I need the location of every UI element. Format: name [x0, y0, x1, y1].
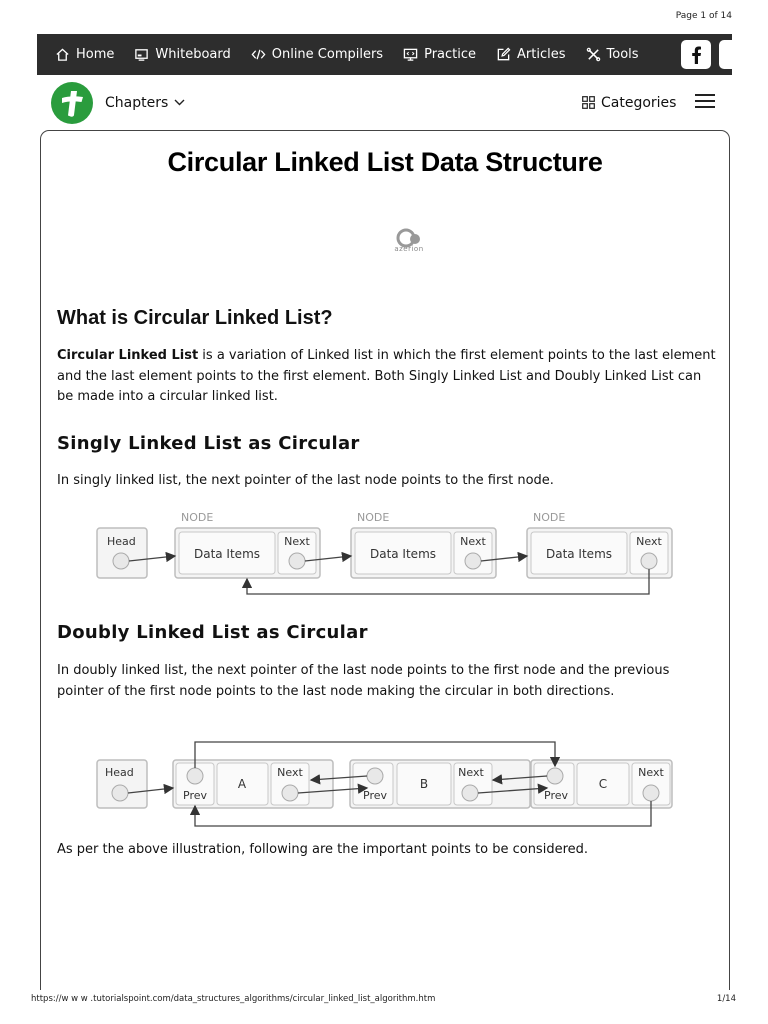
closing-paragraph: As per the above illustration, following are the important points to be considered. — [57, 842, 589, 857]
section-heading-doubly: Doubly Linked List as Circular — [57, 622, 368, 643]
node-2-next: Next — [460, 535, 486, 548]
node-2-caption: NODE — [357, 511, 390, 524]
nav-online-compilers-label: Online Compilers — [271, 47, 384, 62]
grid-icon — [582, 96, 595, 109]
ad-logo-icon[interactable] — [391, 226, 431, 260]
dll-node-a-prev: Prev — [183, 789, 207, 802]
code-icon — [251, 47, 266, 62]
facebook-button[interactable] — [681, 40, 711, 69]
doubly-paragraph: In doubly linked list, the next pointer of the last node points to the first node and the previous pointer of the first node points to the last node making the circular in both directions. — [57, 663, 670, 699]
chapters-label: Chapters — [105, 94, 169, 111]
dll-head-label: Head — [105, 766, 134, 779]
print-page-count: Page 1 of 14 — [675, 11, 732, 21]
singly-paragraph: In singly linked list, the next pointer of the last node points to the first node. — [57, 473, 554, 488]
print-url: https://w w w .tutorialspoint.com/data_structures_algorithms/circular_linked_list_algorithm.htm — [31, 994, 436, 1004]
ad-label: azerion — [394, 245, 424, 253]
categories-label: Categories — [601, 94, 677, 111]
node-1-caption: NODE — [181, 511, 214, 524]
nav-tools[interactable] — [576, 34, 649, 75]
social-button-partial[interactable] — [719, 40, 732, 69]
node-2-data: Data Items — [369, 547, 437, 561]
dll-node-b-next: Next — [458, 766, 484, 779]
doubly-circular-diagram — [95, 736, 675, 828]
node-2 — [351, 511, 496, 578]
dll-node-b — [350, 760, 530, 808]
dll-head-box — [97, 760, 147, 808]
site-logo[interactable] — [51, 82, 93, 124]
node-1-data: Data Items — [193, 547, 261, 561]
dll-node-a-value: A — [237, 777, 247, 791]
article-card — [40, 130, 730, 990]
nav-whiteboard-label: Whiteboard — [155, 47, 231, 62]
edit-icon — [496, 47, 511, 62]
dll-node-b-value: B — [419, 777, 429, 791]
dll-node-c-prev: Prev — [544, 789, 568, 802]
intro-paragraph — [57, 346, 717, 408]
node-1 — [175, 511, 320, 578]
singly-circular-diagram — [95, 509, 675, 599]
node-1-next: Next — [284, 535, 310, 548]
dll-node-c-value: C — [598, 777, 608, 791]
print-page-number: 1/14 — [716, 994, 736, 1004]
node-3-caption: NODE — [533, 511, 566, 524]
dll-node-a — [173, 760, 333, 808]
page-title: Circular Linked List Data Structure — [167, 147, 603, 177]
chevron-down-icon — [174, 99, 185, 106]
nav-tools-label: Tools — [606, 47, 639, 62]
nav-articles[interactable] — [486, 34, 575, 75]
head-box — [97, 528, 147, 578]
nav-home[interactable] — [37, 34, 124, 75]
nav-home-label: Home — [76, 47, 115, 62]
intro-text: is a variation of Linked list in which the first element points to the last element and the last element points to the first element. Both Singly Linked List and Doubly Linked List can be made into a circular linked list. — [57, 348, 716, 405]
site-header — [37, 75, 732, 130]
dll-node-c — [531, 760, 672, 808]
logo-icon — [59, 88, 85, 118]
node-3-next: Next — [636, 535, 662, 548]
categories-button[interactable] — [582, 75, 676, 130]
nav-practice[interactable] — [393, 34, 486, 75]
dll-node-b-prev: Prev — [363, 789, 387, 802]
whiteboard-icon — [134, 47, 149, 62]
dll-node-c-next: Next — [638, 766, 664, 779]
tools-icon — [586, 47, 601, 62]
chapters-dropdown[interactable] — [105, 75, 185, 130]
head-label: Head — [107, 535, 136, 548]
facebook-icon — [690, 46, 702, 64]
monitor-icon — [403, 47, 418, 62]
section-heading-what-is: What is Circular Linked List? — [57, 307, 333, 329]
node-3-data: Data Items — [545, 547, 613, 561]
home-icon — [55, 47, 70, 62]
node-3 — [527, 511, 672, 578]
top-navigation-bar — [37, 34, 732, 75]
dll-node-a-next: Next — [277, 766, 303, 779]
nav-whiteboard[interactable] — [124, 34, 240, 75]
nav-practice-label: Practice — [424, 47, 477, 62]
nav-online-compilers[interactable] — [241, 34, 393, 75]
nav-articles-label: Articles — [517, 47, 566, 62]
section-heading-singly: Singly Linked List as Circular — [57, 433, 360, 454]
intro-bold-term: Circular Linked List — [57, 348, 199, 363]
menu-icon[interactable] — [695, 94, 715, 110]
